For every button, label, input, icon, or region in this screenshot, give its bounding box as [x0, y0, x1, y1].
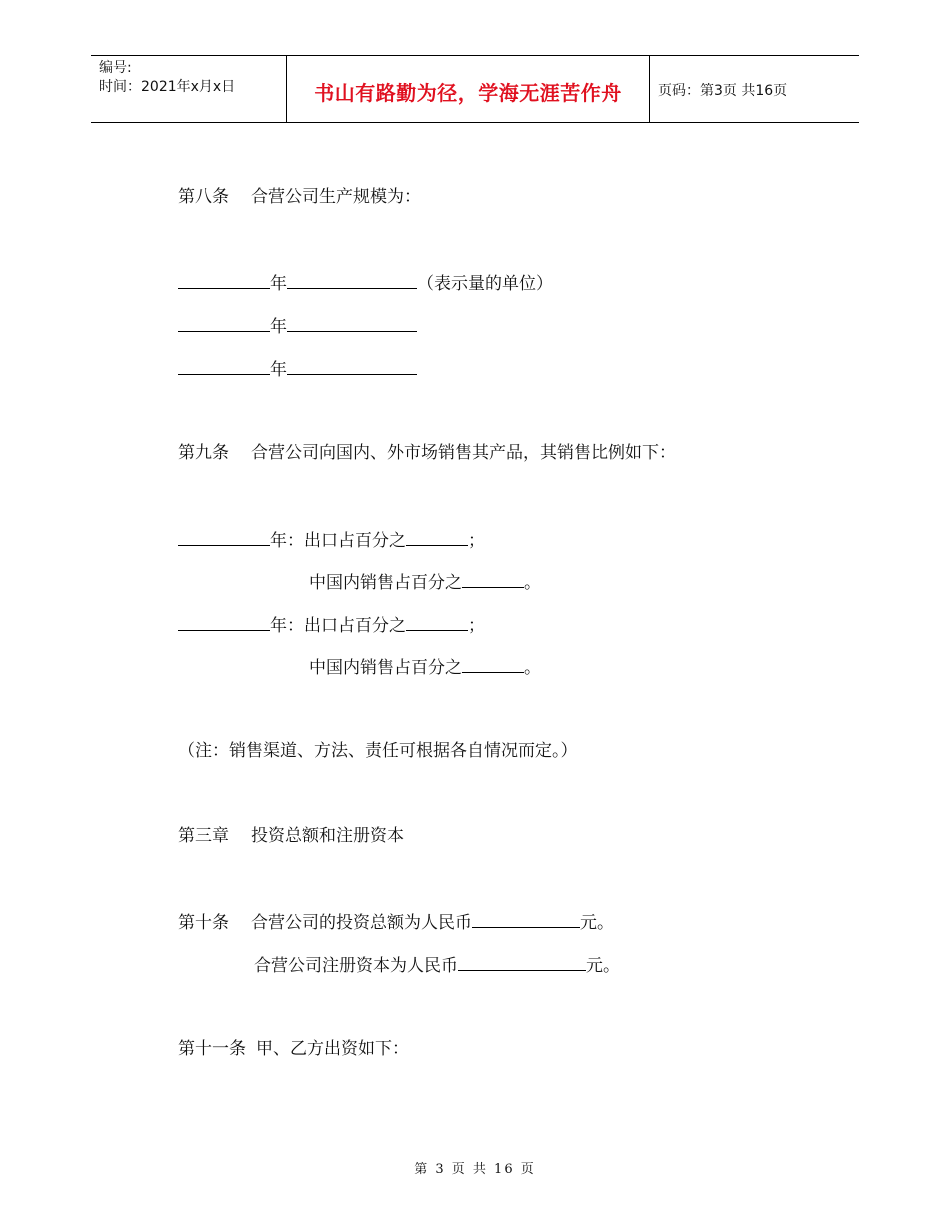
year-label: 年: [270, 360, 287, 380]
year-blank[interactable]: [178, 271, 270, 289]
year-label: 年: [270, 317, 287, 337]
export-label: 出口占百分之: [304, 616, 406, 636]
article-11: [178, 1038, 409, 1060]
chapter-3-title: 投资总额和注册资本: [251, 826, 404, 846]
year-label: 年: [270, 274, 287, 294]
yuan-label: 元。: [586, 956, 620, 976]
total-investment-blank[interactable]: [472, 910, 580, 928]
article-8-text: 合营公司生产规模为：: [251, 187, 421, 207]
sales-note: （注：销售渠道、方法、责任可根据各自情况而定。）: [178, 741, 578, 761]
sales-ratio-export-row: [178, 528, 485, 552]
article-8: [178, 186, 421, 208]
year-label: 年：: [270, 531, 304, 551]
year-blank[interactable]: [178, 613, 270, 631]
unit-note: （表示量的单位）: [417, 274, 553, 294]
time-label: 时间：2021年x月x日: [99, 79, 236, 95]
header-motto: 书山有路勤为径，学海无涯苦作舟: [314, 81, 622, 105]
article-11-text: 甲、乙方出资如下：: [256, 1039, 409, 1059]
year-blank[interactable]: [178, 314, 270, 332]
domestic-label: 中国内销售占百分之: [309, 573, 462, 593]
article-10-text: 合营公司的投资总额为人民币: [251, 913, 472, 933]
production-scale-row: [178, 271, 553, 295]
article-10-heading: 第十条: [178, 913, 229, 933]
article-9: [178, 442, 676, 464]
year-label: 年：: [270, 616, 304, 636]
article-8-heading: 第八条: [178, 187, 229, 207]
export-percent-blank[interactable]: [406, 613, 468, 631]
production-scale-row: [178, 357, 417, 381]
period: 。: [524, 658, 541, 678]
chapter-3: [178, 825, 404, 847]
sales-ratio-export-row: [178, 613, 485, 637]
doc-number-label: 编号:: [99, 60, 132, 76]
header-meta: [99, 59, 235, 97]
registered-capital-text: 合营公司注册资本为人民币: [254, 956, 458, 976]
year-blank[interactable]: [178, 528, 270, 546]
production-scale-row: [178, 314, 417, 338]
export-percent-blank[interactable]: [406, 528, 468, 546]
domestic-percent-blank[interactable]: [462, 655, 524, 673]
semicolon: ；: [468, 616, 485, 636]
quantity-blank[interactable]: [287, 271, 417, 289]
export-label: 出口占百分之: [304, 531, 406, 551]
domestic-percent-blank[interactable]: [462, 570, 524, 588]
registered-capital-blank[interactable]: [458, 953, 586, 971]
sales-ratio-domestic-row: [309, 570, 541, 594]
period: 。: [524, 573, 541, 593]
page-footer: 第 3 页 共 16 页: [414, 1162, 536, 1177]
header-divider: [649, 56, 650, 122]
semicolon: ；: [468, 531, 485, 551]
registered-capital-row: [254, 953, 620, 977]
header-page-code: 页码：第3页 共16页: [658, 83, 788, 99]
article-9-text: 合营公司向国内、外市场销售其产品，其销售比例如下：: [251, 443, 676, 463]
page-header: [91, 55, 859, 123]
article-10: [178, 910, 614, 934]
article-9-heading: 第九条: [178, 443, 229, 463]
domestic-label: 中国内销售占百分之: [309, 658, 462, 678]
yuan-label: 元。: [580, 913, 614, 933]
quantity-blank[interactable]: [287, 314, 417, 332]
sales-ratio-domestic-row: [309, 655, 541, 679]
quantity-blank[interactable]: [287, 357, 417, 375]
chapter-3-heading: 第三章: [178, 826, 229, 846]
year-blank[interactable]: [178, 357, 270, 375]
article-11-heading: 第十一条: [178, 1039, 246, 1059]
